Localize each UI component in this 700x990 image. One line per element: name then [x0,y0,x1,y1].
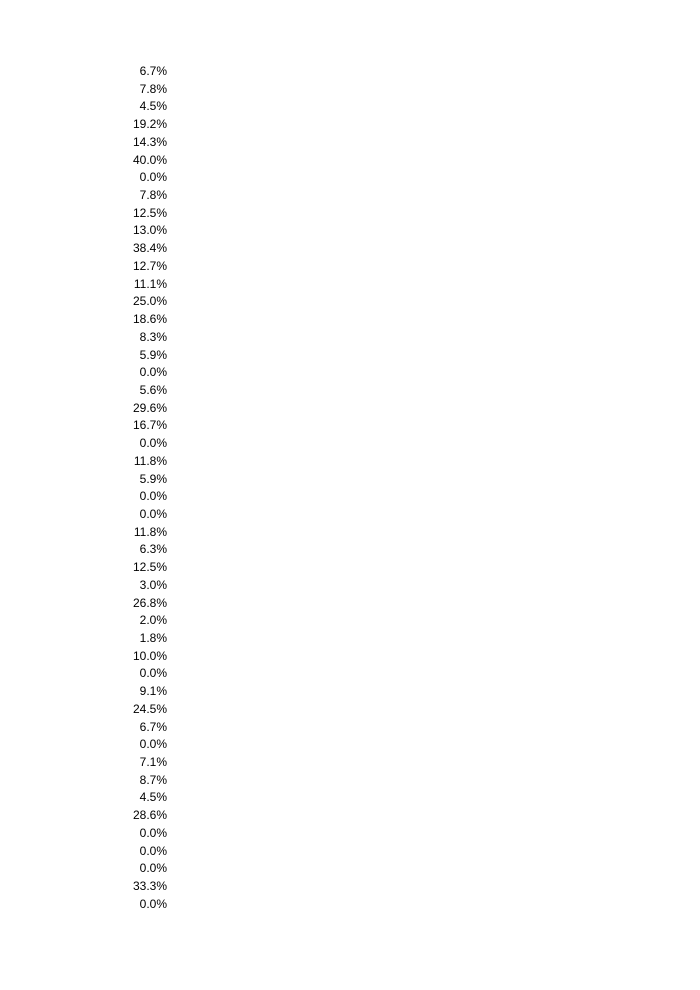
percentage-cell: 26.8% [132,595,167,610]
percentage-cell: 10.0% [132,648,167,663]
percentage-cell: 0.0% [139,489,167,504]
percentage-cell: 5.9% [139,471,167,486]
percentage-cell: 29.6% [132,400,167,415]
percentage-cell: 0.0% [139,365,167,380]
percentage-cell: 5.9% [139,347,167,362]
percentage-cell: 11.1% [133,276,167,291]
percentage-cell: 0.0% [139,170,167,185]
percentage-cell: 12.7% [132,258,167,273]
percentage-cell: 7.8% [139,188,167,203]
percentage-cell: 24.5% [132,701,167,716]
percentage-cell: 0.0% [139,666,167,681]
percentage-cell: 1.8% [139,631,167,645]
percentage-cell: 0.0% [139,825,167,840]
percentage-cell: 5.6% [139,382,167,397]
percentage-cell: 18.6% [132,312,167,327]
percentage-cell: 2.0% [139,613,167,628]
percentage-cell: 9.1% [139,684,167,699]
percentage-cell: 19.2% [132,117,167,132]
percentage-cell: 4.5% [139,790,167,805]
percentage-cell: 0.0% [139,861,167,876]
percentage-cell: 13.0% [132,223,167,238]
percentage-cell: 40.0% [132,152,167,167]
percentage-cell: 12.5% [132,205,167,220]
percentage-cell: 12.5% [132,560,167,575]
percentage-cell: 14.3% [132,134,167,149]
percentage-cell: 0.0% [139,737,167,752]
percentage-cell: 25.0% [132,294,167,309]
percentage-cell: 0.0% [139,843,167,858]
percentage-cell: 0.0% [139,896,167,911]
percentage-cell: 0.0% [139,436,167,451]
percentage-cell: 8.7% [139,772,167,787]
percentage-cell: 16.7% [132,418,167,433]
percentage-cell: 11.8% [133,453,167,468]
percentage-cell: 28.6% [132,808,167,823]
percentage-cell: 6.7% [139,64,167,78]
percentage-cell: 3.0% [139,577,167,592]
percentage-cell: 11.8% [133,524,167,539]
percentage-cell: 6.7% [139,719,167,734]
percentage-cell: 6.3% [139,542,167,557]
percentage-cell: 33.3% [132,879,167,894]
percentage-column [100,63,167,914]
percentage-cell: 38.4% [132,241,167,256]
percentage-cell: 4.5% [139,99,167,114]
percentage-cell: 8.3% [139,329,167,344]
percentage-cell: 7.8% [139,81,167,96]
percentage-cell: 7.1% [139,755,167,770]
percentage-cell: 0.0% [139,506,167,521]
